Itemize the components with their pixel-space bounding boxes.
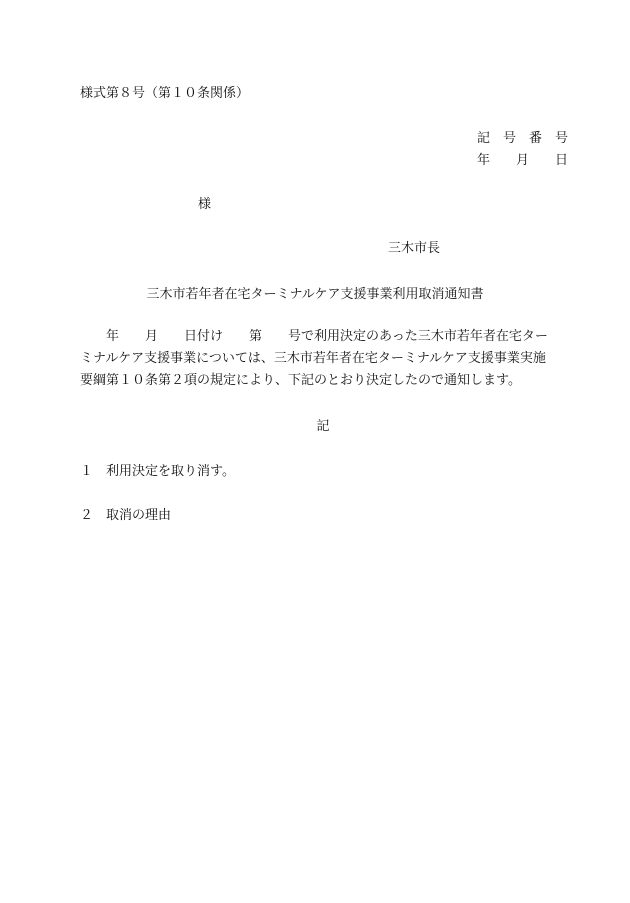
document-number-label: 記 号 番 号	[476, 131, 568, 146]
item-number: １	[80, 464, 94, 479]
addressee-honorific: 様	[198, 197, 212, 212]
body-line-1: 年 月 日付け 第 号で利用決定のあった三木市若年者在宅ター	[80, 329, 548, 344]
form-number: 様式第８号（第１０条関係）	[80, 86, 250, 101]
item-text: 取消の理由	[106, 508, 172, 523]
body-line-3: 要綱第１０条第２項の規定により、下記のとおり決定したので通知します。	[80, 373, 521, 388]
item-number: ２	[80, 508, 94, 523]
body-line-2: ミナルケア支援事業については、三木市若年者在宅ターミナルケア支援事業実施	[80, 351, 546, 366]
list-item	[80, 504, 171, 523]
document-date-label: 年 月 日	[476, 153, 568, 168]
list-item	[80, 460, 235, 479]
body-paragraph	[80, 326, 572, 392]
document-title: 三木市若年者在宅ターミナルケア支援事業利用取消通知書	[146, 287, 484, 302]
item-text: 利用決定を取り消す。	[106, 464, 235, 479]
issuer-name: 三木市長	[388, 241, 441, 256]
ki-heading: 記	[316, 419, 330, 434]
